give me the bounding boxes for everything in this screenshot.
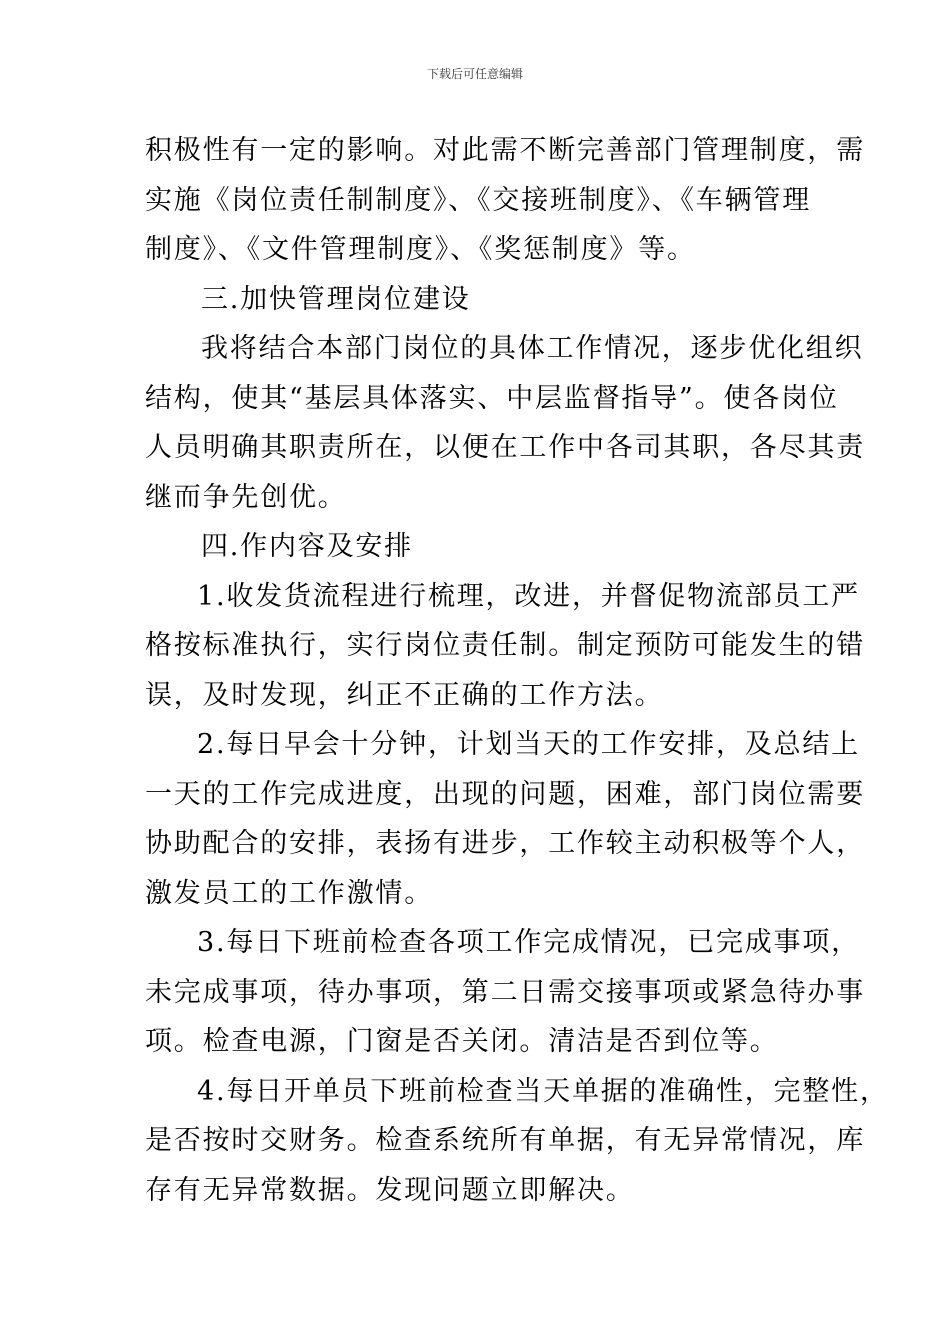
body-line: 格按标准执行，实行岗位责任制。制定预防可能发生的错 <box>145 630 865 661</box>
body-line: 误，及时发现，纠正不正确的工作方法。 <box>145 679 664 711</box>
body-line: 4.每日开单员下班前检查当天单据的准确性，完整性， <box>197 1075 889 1107</box>
body-line: 是否按时交财务。检查系统所有单据，有无异常情况，库 <box>145 1125 865 1156</box>
page-header: 下载后可任意编辑 <box>426 67 523 81</box>
body-line: 制度》、《文件管理制度》、《奖惩制度》等。 <box>145 234 696 265</box>
body-line: 2.每日早会十分钟，计划当天的工作安排，及总结上 <box>197 729 860 760</box>
body-line: 积极性有一定的影响。对此需不断完善部门管理制度，需 <box>145 135 865 166</box>
body-line: 存有无异常数据。发现问题立即解决。 <box>145 1174 635 1206</box>
body-line: 协助配合的安排，表扬有进步，工作较主动积极等个人， <box>145 828 865 859</box>
body-line: 激发员工的工作激情。 <box>145 877 433 909</box>
section-heading: 四.作内容及安排 <box>201 531 413 562</box>
body-line: 一天的工作完成进度，出现的问题，困难，部门岗位需要 <box>145 778 865 810</box>
body-line: 3.每日下班前检查各项工作完成情况，已完成事项， <box>197 927 860 958</box>
section-heading: 三.加快管理岗位建设 <box>201 283 471 315</box>
body-line: 1.收发货流程进行梳理，改进，并督促物流部员工严 <box>197 580 860 612</box>
body-line: 我将结合本部门岗位的具体工作情况，逐步优化组织 <box>201 333 864 364</box>
body-line: 项。检查电源，门窗是否关闭。清洁是否到位等。 <box>145 1026 779 1057</box>
body-line: 继而争先创优。 <box>145 481 347 513</box>
body-line: 实施《岗位责任制制度》、《交接班制度》、《车辆管理 <box>145 184 811 216</box>
body-line: 结构，使其“基层具体落实、中层监督指导”。使各岗位 <box>145 382 839 414</box>
body-line: 未完成事项，待办事项，第二日需交接事项或紧急待办事 <box>145 976 865 1008</box>
body-line: 人员明确其职责所在，以便在工作中各司其职，各尽其责 <box>145 432 865 463</box>
document-body <box>145 126 889 1215</box>
